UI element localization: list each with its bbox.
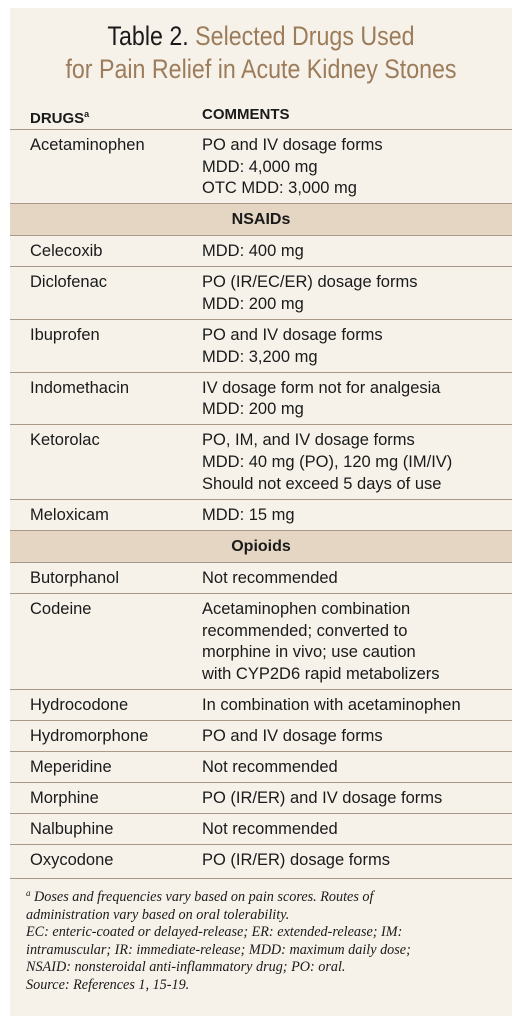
drug-name: Oxycodone [30, 851, 114, 870]
footnote-marker: a [26, 888, 31, 898]
drug-comments [202, 325, 504, 368]
drug-comments [202, 505, 504, 527]
drug-name: Morphine [30, 789, 99, 808]
comment-line: MDD: 400 mg [202, 242, 304, 261]
drug-comments [202, 568, 504, 590]
footnote-line: intramuscular; IR: immediate-release; MDD: maximum daily dose; [26, 941, 411, 958]
table-row [10, 720, 512, 751]
comment-line: with CYP2D6 rapid metabolizers [202, 664, 440, 683]
drug-name: Butorphanol [30, 568, 119, 587]
drug-comments [202, 850, 504, 872]
comment-line: MDD: 40 mg (PO), 120 mg (IM/IV) [202, 453, 453, 472]
drug-name: Indomethacin [30, 378, 130, 397]
table-row [10, 235, 512, 266]
comment-line: morphine in vivo; use caution [202, 643, 416, 662]
table-row [10, 562, 512, 593]
drug-name: Celecoxib [30, 242, 103, 261]
drug-comments [202, 788, 504, 810]
drug-comments [202, 378, 504, 421]
table-title [45, 8, 477, 88]
table-title-line1: Selected Drugs Used [195, 21, 415, 51]
drug-table [10, 96, 512, 875]
drug-comments [202, 757, 504, 779]
table-row [10, 844, 512, 875]
group-opioids [10, 562, 512, 876]
comment-line: Not recommended [202, 758, 338, 777]
comment-line: PO and IV dosage forms [202, 726, 383, 745]
drug-comments [202, 135, 504, 200]
comment-line: MDD: 200 mg [202, 400, 304, 419]
comment-line: recommended; converted to [202, 621, 408, 640]
drug-name: Ketorolac [30, 431, 100, 450]
table-row [10, 424, 512, 498]
drug-name: Meperidine [30, 758, 112, 777]
comment-line: OTC MDD: 3,000 mg [202, 179, 357, 198]
comment-line: PO and IV dosage forms [202, 136, 383, 154]
table-row [10, 689, 512, 720]
comment-line: MDD: 15 mg [202, 505, 295, 524]
table-label: Table 2. [107, 21, 189, 51]
header-drugs: DRUGS$^a$ [30, 109, 90, 127]
comment-line: PO (IR/ER) and IV dosage forms [202, 789, 443, 808]
drug-comments [202, 726, 504, 748]
drug-name: Hydrocodone [30, 695, 129, 714]
drug-name: Codeine [30, 599, 92, 618]
group-nsaids [10, 235, 512, 530]
drug-name: Ibuprofen [30, 326, 100, 345]
drug-name: Nalbuphine [30, 820, 114, 839]
drug-comments [202, 241, 504, 263]
table-card [10, 8, 512, 1016]
table-row [10, 782, 512, 813]
drug-name: Meloxicam [30, 505, 109, 524]
comment-line: PO (IR/ER) dosage forms [202, 851, 390, 870]
drug-comments [202, 599, 504, 685]
table-title-line2: for Pain Relief in Acute Kidney Stones [65, 54, 457, 84]
comment-line: MDD: 4,000 mg [202, 157, 318, 176]
drug-comments [202, 272, 504, 315]
comment-line: PO (IR/EC/ER) dosage forms [202, 273, 418, 292]
table-footnote [10, 878, 512, 995]
table-header-row [10, 96, 512, 129]
drug-name: Acetaminophen [30, 136, 145, 154]
group-analgesic [10, 129, 512, 203]
header-comments: COMMENTS [202, 106, 290, 123]
footnote-line: NSAID: nonsteroidal anti-inflammatory drug; PO: oral. [26, 959, 346, 976]
comment-line: IV dosage form not for analgesia [202, 378, 441, 397]
header-drugs-footnote-marker: a [84, 109, 90, 119]
section-opioids: Opioids [10, 530, 512, 562]
drug-comments [202, 430, 504, 495]
table-row [10, 266, 512, 319]
comment-line: MDD: 200 mg [202, 294, 304, 313]
table-row [10, 129, 512, 203]
table-row [10, 319, 512, 372]
table-row [10, 372, 512, 425]
comment-line: Not recommended [202, 568, 338, 587]
footnote-line: Source: References 1, 15-19. [26, 976, 190, 993]
comment-line: In combination with acetaminophen [202, 695, 461, 714]
drug-name: Hydromorphone [30, 726, 149, 745]
section-nsaids: NSAIDs [10, 203, 512, 235]
drug-comments [202, 819, 504, 841]
drug-name: Diclofenac [30, 273, 108, 292]
footnote-line: $^a$ Doses and frequencies vary based on pain scores. Routes of [26, 888, 374, 905]
comment-line: Acetaminophen combination [202, 599, 411, 618]
comment-line: PO and IV dosage forms [202, 326, 383, 345]
footnote-line: EC: enteric-coated or delayed-release; ER: extended-release; IM: [26, 924, 403, 941]
comment-line: Should not exceed 5 days of use [202, 474, 442, 493]
footnote-line: administration vary based on oral tolerability. [26, 906, 290, 923]
table-row [10, 751, 512, 782]
comment-line: MDD: 3,200 mg [202, 347, 318, 366]
table-row [10, 813, 512, 844]
table-row [10, 499, 512, 530]
table-row [10, 593, 512, 689]
comment-line: PO, IM, and IV dosage forms [202, 431, 415, 450]
comment-line: Not recommended [202, 820, 338, 839]
drug-comments [202, 695, 504, 717]
